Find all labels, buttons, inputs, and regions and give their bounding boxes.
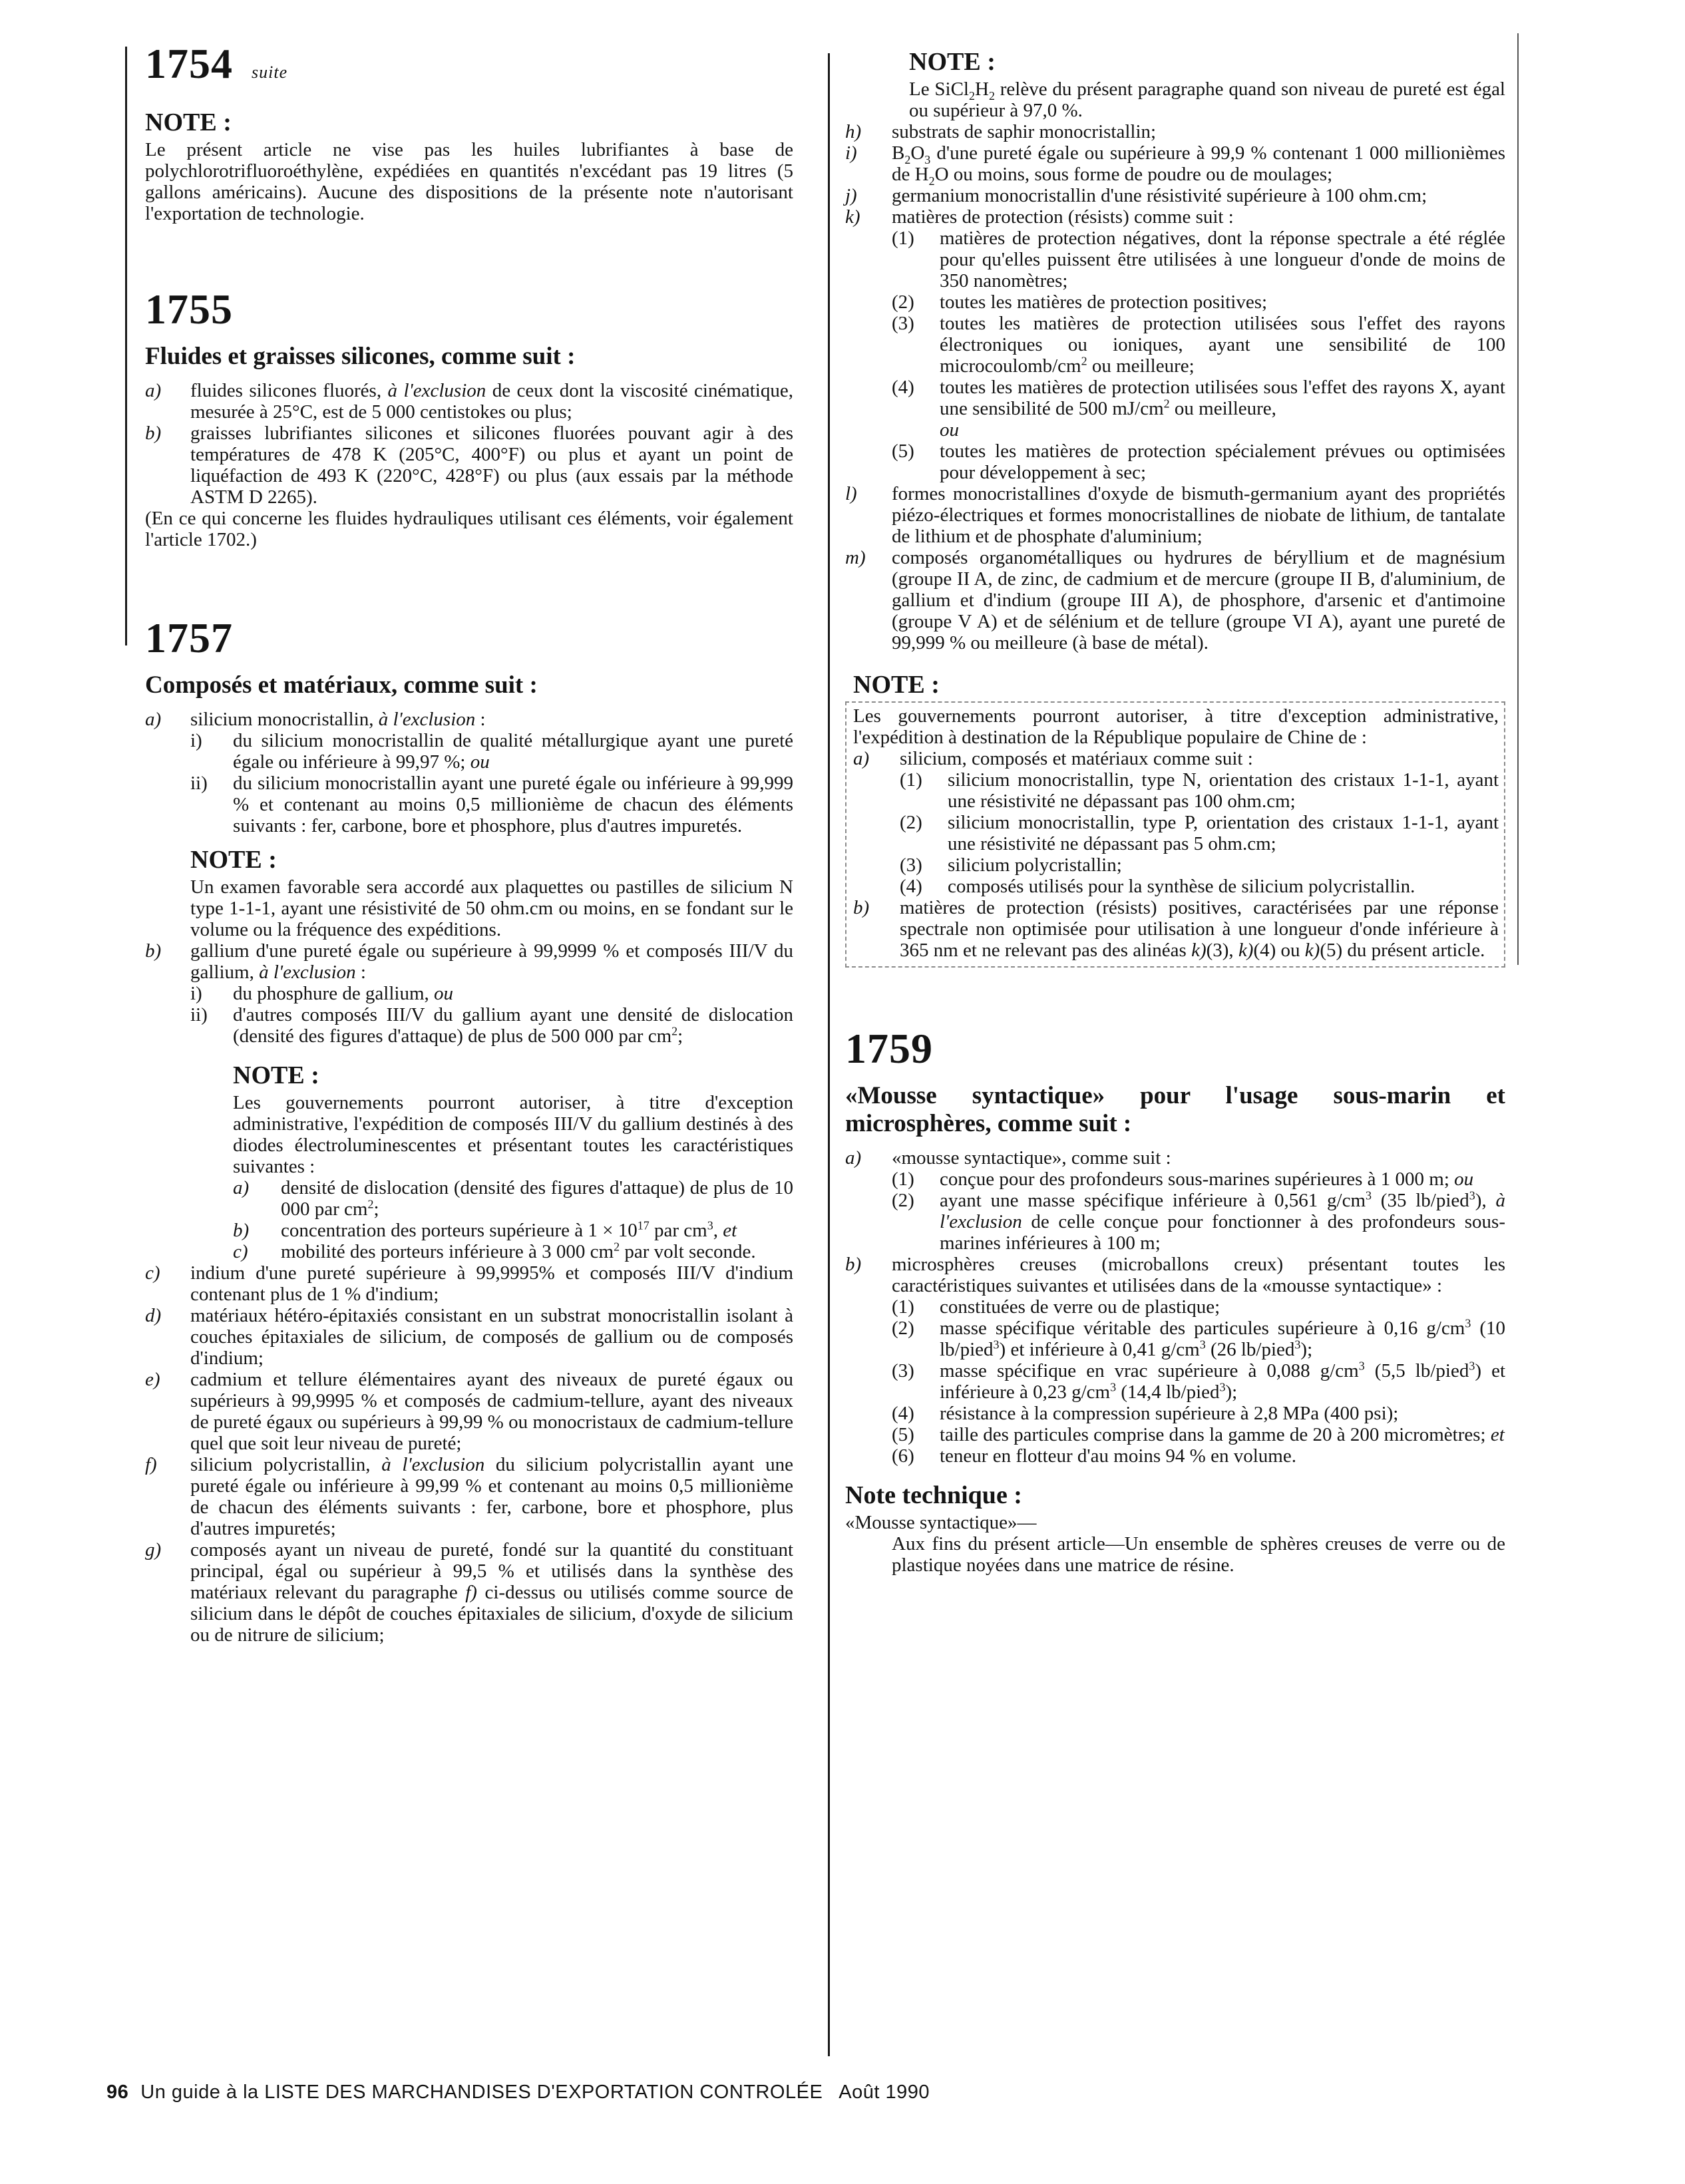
- item-text: concentration des porteurs supérieure à 1 × 10: [281, 1220, 638, 1241]
- item-label: i): [845, 142, 857, 164]
- superscript: 3: [1294, 1338, 1301, 1352]
- sub-item-1: [845, 1169, 1505, 1190]
- item-text: ,: [713, 1220, 723, 1241]
- item-emphasis: à l'exclusion: [381, 1454, 485, 1475]
- boxed-note: [845, 701, 1505, 968]
- superscript: 17: [637, 1218, 650, 1232]
- item-text: );: [1225, 1381, 1238, 1403]
- item-text: silicium monocristallin,: [190, 709, 379, 730]
- item-text: masse spécifique véritable des particules supérieure à 0,16 g/cm: [940, 1318, 1465, 1339]
- item-label: ii): [190, 1004, 208, 1025]
- article-title: «Mousse syntactique» pour l'usage sous-marin et microsphères, comme suit :: [845, 1082, 1505, 1137]
- superscript: 3: [1469, 1359, 1475, 1373]
- superscript: 3: [993, 1338, 1000, 1352]
- right-column: [845, 48, 1505, 1576]
- item-text: ) et inférieure à 0,23 g/cm: [940, 1360, 1506, 1403]
- sub-item-6: [845, 1445, 1505, 1467]
- item-text: conçue pour des profondeurs sous-marines supérieures à 1 000 m;: [940, 1169, 1455, 1190]
- sub-item-ii: [145, 773, 793, 836]
- item-label: (6): [892, 1445, 914, 1467]
- article-number: 1759: [845, 1025, 933, 1072]
- suite-label: suite: [252, 63, 288, 82]
- note-sub-item-a: [233, 1177, 793, 1220]
- note-text-part: Le SiCl: [909, 79, 969, 100]
- item-text: constituées de verre ou de plastique;: [940, 1296, 1220, 1318]
- note-sub-item-1: [853, 769, 1499, 812]
- item-text: formes monocristallines d'oxyde de bismuth-germanium ayant des propriétés piézo-électriques et formes monocristallines de niobate de lithium, de tantalate de lithium et de phosphate d'aluminium;: [892, 483, 1505, 547]
- item-text: par cm: [649, 1220, 707, 1241]
- article-title: Fluides et graisses silicones, comme suit :: [145, 343, 576, 370]
- item-label: c): [233, 1241, 248, 1262]
- item-label: e): [145, 1369, 160, 1390]
- item-text: (4) ou: [1253, 940, 1305, 961]
- left-column: [145, 40, 793, 1646]
- note-sub-item-4: [853, 876, 1499, 897]
- article-1757: [145, 614, 793, 1646]
- item-emphasis: à l'exclusion: [940, 1190, 1505, 1232]
- sub-item-ii: [145, 1004, 793, 1047]
- sub-item-1: [845, 1296, 1505, 1318]
- item-label: l): [845, 483, 857, 504]
- item-text: matières de protection (résists) positives, caractérisées par une réponse spectrale non optimisée pour utilisation à une longueur d'onde inférieure à 365 nm et ne relevant pas des alinéas: [900, 897, 1499, 961]
- item-emphasis: à l'exclusion: [259, 962, 356, 983]
- article-number: 1754: [145, 40, 233, 87]
- note-text: Les gouvernements pourront autoriser, à titre d'exception administrative, l'expédition à destination de la République populaire de Chine de :: [853, 705, 1499, 748]
- technical-note-heading: Note technique :: [845, 1481, 1022, 1509]
- item-emphasis: et: [723, 1220, 737, 1241]
- article-title: Composés et matériaux, comme suit :: [145, 671, 538, 699]
- item-label: (3): [892, 313, 914, 334]
- publication-date: Août 1990: [839, 2082, 930, 2103]
- note-heading: NOTE :: [190, 846, 277, 874]
- item-label: a): [853, 748, 870, 769]
- note-block: [145, 1061, 793, 1262]
- list-item-m: [845, 547, 1505, 653]
- article-1759: [845, 1025, 1505, 1576]
- item-label: (4): [900, 876, 922, 897]
- item-emphasis: f): [465, 1582, 477, 1603]
- column-divider-rule: [828, 53, 830, 2056]
- item-text: microsphères creuses (microballons creux) présentant toutes les caractéristiques suivantes et utilisées dans de la «mousse syntactique» :: [892, 1254, 1505, 1296]
- item-label: k): [845, 206, 860, 228]
- item-text: densité de dislocation (densité des figures d'attaque) de plus de 10 000 par cm: [281, 1177, 793, 1220]
- superscript: 2: [614, 1240, 620, 1254]
- item-text: par volt seconde.: [620, 1241, 756, 1262]
- sub-item-3: [845, 1360, 1505, 1403]
- item-text: du phosphure de gallium,: [233, 983, 435, 1004]
- superscript: 3: [1219, 1380, 1226, 1394]
- item-text: ci-dessus ou utilisés comme source de silicium dans le dépôt de couches épitaxiales de silicium, d'oxyde de silicium ou de nitrure de silicium;: [190, 1582, 793, 1646]
- item-text: d'autres composés III/V du gallium ayant une densité de dislocation (densité des figures d'attaque) de plus de 500 000 par cm: [233, 1004, 793, 1047]
- list-item-a: [845, 1147, 1505, 1169]
- item-text: silicium monocristallin, type N, orientation des cristaux 1-1-1, ayant une résistivité ne dépassant pas 100 ohm.cm;: [948, 769, 1499, 812]
- item-text: de ceux dont la viscosité cinématique, mesurée à 25°C, est de 5 000 centistokes ou plus;: [190, 380, 793, 423]
- list-item-a: [145, 380, 793, 423]
- item-emphasis: k): [1191, 940, 1207, 961]
- item-label: (2): [892, 1318, 914, 1339]
- item-text: matériaux hétéro-épitaxiés consistant en un substrat monocristallin isolant à couches épitaxiales de silicium, de composés de gallium ou de composés d'indium;: [190, 1305, 793, 1369]
- superscript: 2: [367, 1197, 374, 1211]
- item-label: (3): [900, 854, 922, 876]
- sub-item-k2: [845, 291, 1505, 313]
- note-text: [909, 79, 1505, 121]
- list-item-e: [145, 1369, 793, 1454]
- sub-item-2: [845, 1190, 1505, 1254]
- list-item-c: [145, 1262, 793, 1305]
- note-item-a: [853, 748, 1499, 769]
- item-label: g): [145, 1539, 162, 1560]
- item-label: (1): [892, 1296, 914, 1318]
- sub-item-k4: [845, 377, 1505, 441]
- item-label: b): [853, 897, 870, 918]
- item-text: de celle conçue pour fonctionner à des profondeurs sous-marines inférieures à 100 m;: [940, 1211, 1505, 1254]
- item-label: b): [233, 1220, 250, 1241]
- item-text: du silicium polycristallin ayant une pureté égale ou inférieure à 99,99 % et contenant au moins 0,5 millionième de chacun des éléments suivants : fer, carbone, bore et phosphore, plus d'autres impuretés;: [190, 1454, 793, 1539]
- item-text: composés ayant un niveau de pureté, fondé sur la quantité du constituant principal, égal ou supérieur à 99,5 % et utilisés dans la synthèse des matériaux relevant du paragraphe: [190, 1539, 793, 1603]
- item-emphasis: à l'exclusion: [378, 709, 476, 730]
- item-text: toutes les matières de protection positives;: [940, 291, 1268, 313]
- item-text: ou meilleure;: [1087, 355, 1195, 377]
- sub-item-k1: [845, 228, 1505, 291]
- item-text: résistance à la compression supérieure à 2,8 MPa (400 psi);: [940, 1403, 1399, 1424]
- item-text: masse spécifique en vrac supérieure à 0,088 g/cm: [940, 1360, 1359, 1381]
- item-text: silicium monocristallin, type P, orientation des cristaux 1-1-1, ayant une résistivité ne dépassant pas 5 ohm.cm;: [948, 812, 1499, 854]
- list-item-h: [845, 121, 1505, 142]
- item-text: );: [1300, 1339, 1313, 1360]
- page-number: 96: [106, 2082, 129, 2103]
- left-margin-rule: [125, 47, 127, 645]
- sub-item-2: [845, 1318, 1505, 1360]
- subscript: 3: [924, 152, 931, 166]
- note-sub-item-3: [853, 854, 1499, 876]
- note-block: [845, 48, 1505, 121]
- item-emphasis: k): [1238, 940, 1254, 961]
- item-text: du silicium monocristallin de qualité métallurgique ayant une pureté égale ou inférieure à 99,97 %;: [233, 730, 793, 773]
- item-label: f): [145, 1454, 157, 1475]
- cross-reference-paragraph: (En ce qui concerne les fluides hydrauliques utilisant ces éléments, voir également l'article 1702.): [145, 508, 793, 550]
- item-text: O: [910, 142, 925, 164]
- item-label: h): [845, 121, 862, 142]
- superscript: 2: [671, 1024, 678, 1038]
- list-item-l: [845, 483, 1505, 547]
- item-text: (5,5 lb/pied: [1364, 1360, 1469, 1381]
- item-text: composés utilisés pour la synthèse de silicium polycristallin.: [948, 876, 1415, 897]
- note-text: Les gouvernements pourront autoriser, à titre d'exception administrative, l'expédition de composés III/V du gallium destinés à des diodes électroluminescentes et présentant toutes les caractéristiques suivantes :: [233, 1092, 793, 1177]
- sub-item-i: [145, 983, 793, 1004]
- item-text: taille des particules comprise dans la gamme de 20 à 200 micromètres;: [940, 1424, 1491, 1445]
- superscript: 3: [1366, 1188, 1372, 1202]
- item-label: (2): [892, 1190, 914, 1211]
- note-item-b: [853, 897, 1499, 961]
- item-label: (1): [900, 769, 922, 791]
- item-text: toutes les matières de protection utilisées sous l'effet des rayons électroniques ou ioniques, ayant une sensibilité de 100 microcoulomb/cm: [940, 313, 1505, 377]
- item-label: (1): [892, 228, 914, 249]
- item-text: (14,4 lb/pied: [1116, 1381, 1220, 1403]
- item-text: germanium monocristallin d'une résistivité supérieure à 100 ohm.cm;: [892, 185, 1427, 206]
- item-label: ii): [190, 773, 208, 794]
- item-text: graisses lubrifiantes silicones et silicones fluorées pouvant agir à des températures de 478 K (205°C, 400°F) ou plus et ayant un point de liquéfaction de 493 K (220°C, 428°F) ou plus (aux essais par la méthode ASTM D 2265).: [190, 423, 793, 508]
- note-heading: NOTE :: [233, 1061, 319, 1089]
- list-item-b: [145, 423, 793, 508]
- item-text: matières de protection négatives, dont la réponse spectrale a été réglée pour qu'elles puissent être utilisées à une longueur d'onde de moins de 350 nanomètres;: [940, 228, 1505, 291]
- note-text: Un examen favorable sera accordé aux plaquettes ou pastilles de silicium N type 1-1-1, ayant une résistivité de 50 ohm.cm ou moins, en se fondant sur le volume ou la fréquence des expéditions.: [190, 876, 793, 940]
- sub-item-4: [845, 1403, 1505, 1424]
- sub-item-i: [145, 730, 793, 773]
- note-text-part: H: [974, 79, 989, 100]
- item-label: (3): [892, 1360, 914, 1381]
- item-label: b): [845, 1254, 862, 1275]
- item-text: ;: [373, 1198, 379, 1220]
- note-text: Le présent article ne vise pas les huiles lubrifiantes à base de polychlorotrifluoroéthylène, expédiées en quantités n'excédant pas 19 litres (5 gallons américains). Aucune des dispositions de la présente note n'autorisant l'exportation de technologie.: [145, 139, 793, 224]
- item-text: teneur en flotteur d'au moins 94 % en volume.: [940, 1445, 1296, 1467]
- note-heading: NOTE :: [145, 108, 232, 136]
- item-label: i): [190, 983, 202, 1004]
- item-emphasis: ou: [434, 983, 454, 1004]
- item-text: ;: [677, 1025, 683, 1047]
- list-item-b: [145, 940, 793, 983]
- superscript: 3: [1110, 1380, 1117, 1394]
- list-item-g: [145, 1539, 793, 1646]
- sub-item-k5: [845, 441, 1505, 483]
- item-text: composés organométalliques ou hydrures de béryllium et de magnésium (groupe II A, de zinc, de cadmium et de mercure (groupe II B, d'aluminium, de gallium et d'indium (groupe III A), de phosphore, d'arsenic et d'antimoine (groupe V A) et de sélénium et de tellure (groupe VI A), ayant une pureté de 99,999 % ou meilleure (à base de métal).: [892, 547, 1505, 653]
- subscript: 2: [904, 152, 911, 166]
- item-label: (2): [892, 291, 914, 313]
- item-label: a): [845, 1147, 862, 1169]
- item-emphasis: et: [1490, 1424, 1505, 1445]
- item-text: (5) du présent article.: [1320, 940, 1485, 961]
- item-text: toutes les matières de protection spécialement prévues ou optimisées pour développement à sec;: [940, 441, 1505, 483]
- item-text: gallium d'une pureté égale ou supérieure à 99,9999 % et composés III/V du gallium,: [190, 940, 793, 983]
- list-item-f: [145, 1454, 793, 1539]
- sub-item-k3: [845, 313, 1505, 377]
- item-label: j): [845, 185, 857, 206]
- article-1754: [145, 40, 793, 224]
- publication-title: Un guide à la LISTE DES MARCHANDISES D'EXPORTATION CONTROLÉE: [140, 2082, 823, 2103]
- item-label: d): [145, 1305, 162, 1326]
- article-number: 1757: [145, 614, 233, 661]
- superscript: 3: [1358, 1359, 1365, 1373]
- note-sub-item-2: [853, 812, 1499, 854]
- list-item-a: [145, 709, 793, 730]
- item-label: (4): [892, 377, 914, 398]
- item-text: (26 lb/pied: [1205, 1339, 1295, 1360]
- item-label: b): [145, 940, 162, 962]
- sub-item-5: [845, 1424, 1505, 1445]
- technical-note-text: Aux fins du présent article—Un ensemble de sphères creuses de verre ou de plastique noyées dans une matrice de résine.: [892, 1533, 1505, 1576]
- item-label: a): [145, 380, 162, 401]
- item-label: (5): [892, 1424, 914, 1445]
- item-text: ) et inférieure à 0,41 g/cm: [999, 1339, 1200, 1360]
- note-block: [145, 846, 793, 940]
- item-label: c): [145, 1262, 160, 1284]
- item-text: du silicium monocristallin ayant une pureté égale ou inférieure à 99,999 % et contenant au moins 0,5 millionième de chacun des éléments suivants : fer, carbone, bore et phosphore, plus d'autres impuretés.: [233, 773, 793, 836]
- note-sub-item-b: [233, 1220, 793, 1241]
- item-text: :: [355, 962, 366, 983]
- superscript: 3: [707, 1218, 713, 1232]
- item-label: (5): [892, 441, 914, 462]
- item-text: substrats de saphir monocristallin;: [892, 121, 1157, 142]
- article-1755: [145, 285, 793, 550]
- item-emphasis: ou: [1454, 1169, 1474, 1190]
- right-margin-rule: [1517, 33, 1519, 965]
- item-text: «mousse syntactique», comme suit :: [892, 1147, 1171, 1169]
- note-heading: NOTE :: [909, 48, 996, 76]
- item-text: B: [892, 142, 905, 164]
- item-emphasis: k): [1304, 940, 1320, 961]
- item-text: (10 lb/pied: [940, 1318, 1505, 1360]
- technical-note-term: «Mousse syntactique»—: [845, 1512, 1037, 1533]
- subscript: 2: [928, 174, 935, 188]
- superscript: 3: [1465, 1316, 1471, 1330]
- item-text: silicium, composés et matériaux comme suit :: [900, 748, 1253, 769]
- item-text: ou meilleure,: [1169, 398, 1276, 419]
- item-text: :: [475, 709, 486, 730]
- note-heading: NOTE :: [853, 671, 940, 699]
- superscript: 2: [1081, 354, 1087, 368]
- item-text: matières de protection (résists) comme suit :: [892, 206, 1234, 228]
- item-label: (1): [892, 1169, 914, 1190]
- item-label: i): [190, 730, 202, 751]
- item-text: (3),: [1206, 940, 1238, 961]
- item-text: mobilité des porteurs inférieure à 3 000 cm: [281, 1241, 614, 1262]
- item-text: d'une pureté égale ou supérieure à 99,9 % contenant 1 000 millionièmes de H: [892, 142, 1505, 185]
- page-footer: [106, 2082, 930, 2103]
- item-emphasis: ou: [940, 419, 959, 441]
- note-sub-item-c: [233, 1241, 793, 1262]
- item-text: cadmium et tellure élémentaires ayant des niveaux de pureté égaux ou supérieurs à 99,9995 % et composés de cadmium-tellure, ayant des niveaux de pureté égaux ou supérieurs à 99,99 % ou monocristaux de cadmium-tellure quel que soit leur niveau de pureté;: [190, 1369, 793, 1454]
- item-label: (4): [892, 1403, 914, 1424]
- list-item-b: [845, 1254, 1505, 1296]
- list-item-k: [845, 206, 1505, 228]
- list-item-j: [845, 185, 1505, 206]
- item-text: O ou moins, sous forme de poudre ou de moulages;: [934, 164, 1333, 185]
- item-text: indium d'une pureté supérieure à 99,9995% et composés III/V d'indium contenant plus de 1 % d'indium;: [190, 1262, 793, 1305]
- superscript: 2: [1163, 397, 1170, 411]
- item-emphasis: à l'exclusion: [387, 380, 486, 401]
- item-text: ),: [1475, 1190, 1496, 1211]
- article-number: 1755: [145, 285, 233, 333]
- subscript: 2: [968, 89, 975, 102]
- superscript: 3: [1199, 1338, 1206, 1352]
- item-text: fluides silicones fluorés,: [190, 380, 388, 401]
- item-text: silicium polycristallin,: [190, 1454, 382, 1475]
- item-label: a): [145, 709, 162, 730]
- list-item-d: [145, 1305, 793, 1369]
- item-emphasis: ou: [470, 751, 490, 773]
- superscript: 3: [1469, 1188, 1475, 1202]
- item-text: toutes les matières de protection utilisées sous l'effet des rayons X, ayant une sensibilité de 500 mJ/cm: [940, 377, 1505, 419]
- item-label: m): [845, 547, 866, 568]
- item-label: (2): [900, 812, 922, 833]
- item-label: b): [145, 423, 162, 444]
- note-text-part: relève du présent paragraphe quand son niveau de pureté est égal ou supérieur à 97,0 %.: [909, 79, 1505, 121]
- item-text: silicium polycristallin;: [948, 854, 1122, 876]
- subscript: 2: [988, 89, 995, 102]
- item-label: a): [233, 1177, 250, 1198]
- item-text: ayant une masse spécifique inférieure à 0,561 g/cm: [940, 1190, 1366, 1211]
- item-text: (35 lb/pied: [1372, 1190, 1469, 1211]
- list-item-i: [845, 142, 1505, 188]
